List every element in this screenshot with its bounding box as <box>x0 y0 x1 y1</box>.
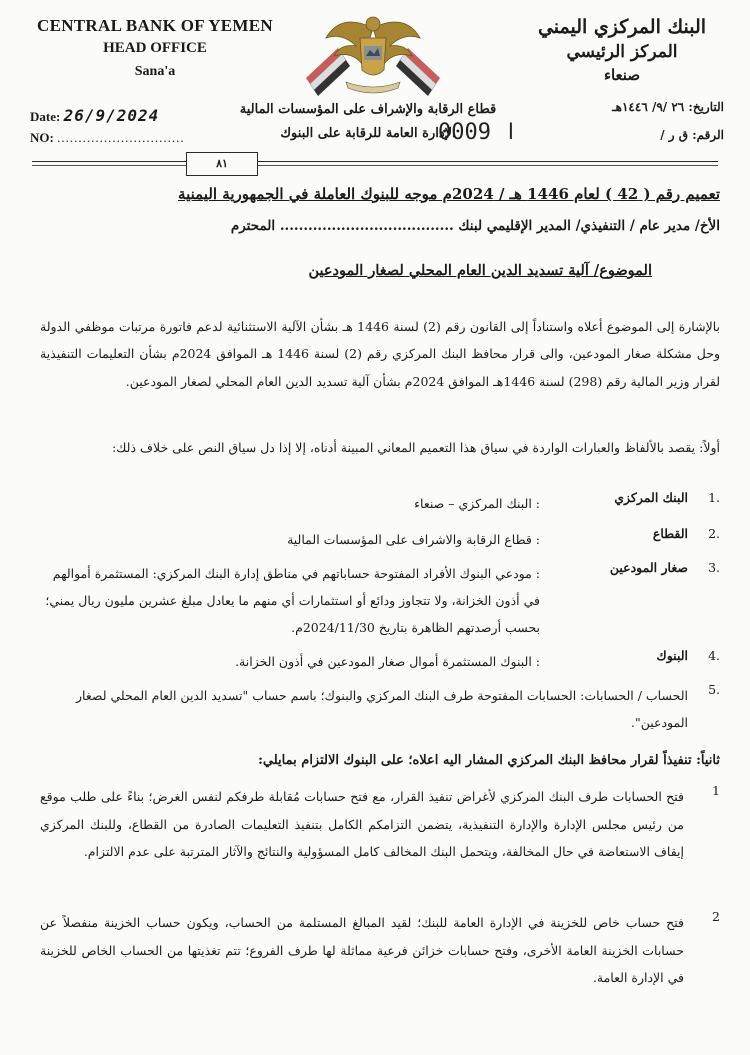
definitions-intro: أولاً: يقصد بالألفاظ والعبارات الواردة في سياق هذا التعميم المعاني المبينة أدناه، إلا إذا دل سياق النص على خلاف ذلك: <box>111 440 720 455</box>
number-dots: .............................. <box>57 130 185 145</box>
obligation-text: فتح حساب خاص للخزينة في الإدارة العامة للبنك؛ لقيد المبالغ المستلمة من الحساب، ويكون حساب الخزينة منفصلاً عن حسابات الخزينة العامة الأخرى، وفتح حسابات خزائن فرعية مماثلة لها طرف الفروع؛ تتم تغذيتها من الحساب الخاص للخزينة في الإدارة العامة. <box>40 915 684 985</box>
circular-title: تعميم رقم ( 42 ) لعام 1446 هـ / 2024م موجه للبنوك العاملة في الجمهورية اليمنية <box>178 185 720 203</box>
definition-term: البنوك <box>656 648 688 663</box>
department-line: الإدارة العامة للرقابة على البنوك <box>280 126 456 141</box>
office-english: HEAD OFFICE <box>103 40 207 56</box>
city-english: Sana'a <box>134 64 176 79</box>
definition-number: .5 <box>708 682 720 697</box>
arabic-date: التاريخ: ٢٦ /٩/ ١٤٤٦هـ <box>612 100 724 114</box>
addressee-line: الأخ/ مدير عام / التنفيذي/ المدير الإقليمي لبنك ..................................... المحترم <box>230 218 720 234</box>
bank-name-english: CENTRAL BANK OF YEMEN <box>37 16 273 35</box>
header-divider-thin <box>32 165 718 166</box>
definition-term: صغار المودعين <box>609 560 688 575</box>
intro-paragraph: بالإشارة إلى الموضوع أعلاه واستناداً إلى القانون رقم (2) لسنة 1446 هـ بشأن الآلية الاستثنائية لدعم فاتورة مرتبات موظفي الدولة وحل مشكلة صغار المودعين، والى قرار محافظ البنك المركزي رقم (2) لسنة 1446 هـ الموافق 2024م بشأن التعليمات التنفيذية لقرار وزير المالية رقم (298) لسنة 1446هـ الموافق 2024م بشأن آلية تسديد الدين العام المحلي لصغار المودعين. <box>40 319 720 389</box>
bank-name-arabic: البنك المركزي اليمني <box>537 16 707 38</box>
obligation-number: 2 <box>712 909 720 924</box>
definition-desc: : البنوك المستثمرة أموال صغار المودعين في أذون الخزانة. <box>235 654 540 669</box>
date-label: Date: <box>30 109 61 124</box>
sector-line: قطاع الرقابة والإشراف على المؤسسات المالية <box>239 102 497 117</box>
definition-desc: : مودعي البنوك الأفراد المفتوحة حساباتهم في مناطق إدارة البنك المركزي: المستثمرة أموالهم في أذون الخزانة، ولا تتجاوز ودائع أو استثمارات أي منهم ما يعادل مبلغ عشرين مليون ريال يمني؛ بحسب أرصدتهم الظاهرة بتاريخ 2024/11/30م. <box>45 566 540 635</box>
obligations-intro: ثانياً: تنفيذاً لقرار محافظ البنك المركزي المشار اليه اعلاه؛ على البنوك الالتزام بمايلي: <box>258 753 720 768</box>
city-arabic: صنعاء <box>603 66 641 84</box>
reference-number: 0009 ا <box>438 120 518 145</box>
date-field <box>30 106 159 125</box>
obligation-text: فتح الحسابات طرف البنك المركزي لأغراض تنفيذ القرار، مع فتح حسابات مُقابلة طرفكم لنفس الغرض؛ بناءً على طلب موقع من رئيس مجلس الإدارة والإدارة التنفيذية، يتضمن التزامكم الكامل بتنفيذ التعليمات الصادرة من القطاع، وللبنك المركزي إيقاف الاستعاضة في حال المخالفة، ويتحمل البنك المخالف كامل المسؤولية والنتائج والآثار المترتبة على عدم الالتزام. <box>40 789 684 859</box>
definition-number: .1 <box>708 490 720 505</box>
bank-header-arabic <box>522 14 722 86</box>
yemen-emblem-icon <box>298 8 448 100</box>
definition-number: .3 <box>708 560 720 575</box>
date-value: 26/9/2024 <box>63 106 160 125</box>
definition-desc: : البنك المركزي – صنعاء <box>414 496 540 511</box>
office-arabic: المركز الرئيسي <box>566 42 678 62</box>
bank-header-english <box>30 14 280 83</box>
number-field <box>30 130 185 146</box>
page-code-box: ٨١ <box>186 152 258 176</box>
obligation-number: 1 <box>712 783 720 798</box>
definition-desc: الحساب / الحسابات: الحسابات المفتوحة طرف البنك المركزي والبنوك؛ باسم حساب "تسديد الدين العام المحلي لصغار المودعين". <box>76 688 688 730</box>
header-divider <box>32 161 718 162</box>
subject-line: الموضوع/ آلية تسديد الدين العام المحلي لصغار المودعين <box>308 262 652 279</box>
definition-number: .4 <box>708 648 720 663</box>
number-label: NO: <box>30 130 54 145</box>
definition-term: البنك المركزي <box>614 490 688 505</box>
definition-desc: : قطاع الرقابة والاشراف على المؤسسات المالية <box>287 532 540 547</box>
definition-term: القطاع <box>652 526 688 541</box>
arabic-reference: الرقم: ق ر / <box>660 128 724 142</box>
definition-number: .2 <box>708 526 720 541</box>
